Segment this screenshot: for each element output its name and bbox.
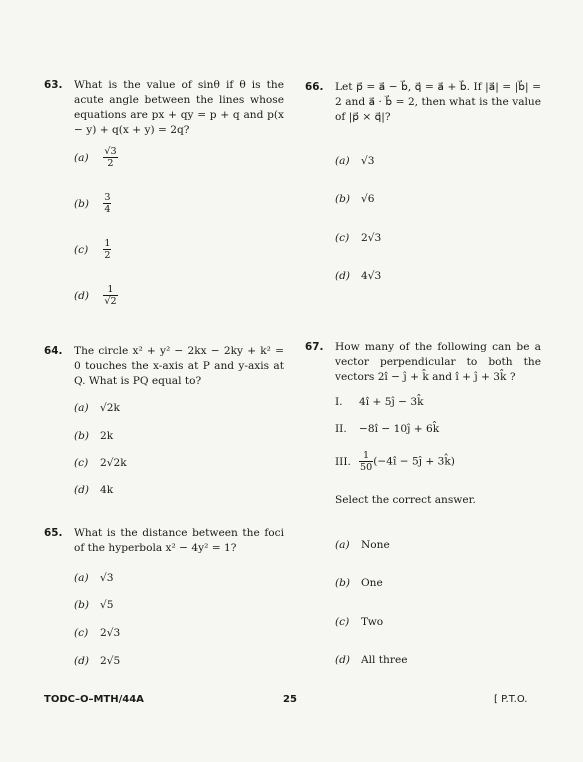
fraction: $\frac{1}{50}$ [360, 450, 373, 473]
option-66-d[interactable]: (d) 4√3 [335, 270, 382, 282]
question-stem: What is the distance between the foci of the hyperbola x² − 4y² = 1? [74, 527, 284, 554]
page-number: 25 [283, 694, 297, 705]
question-66 [305, 80, 541, 125]
fraction: $\frac{3}{4}$ [104, 192, 111, 215]
option-66-c[interactable]: (c) 2√3 [335, 232, 382, 244]
question-65 [44, 526, 284, 556]
fraction: $\frac{1}{2}$ [104, 238, 111, 261]
option-65-c[interactable]: (c) 2√3 [74, 627, 121, 639]
statement-iii: III. $\frac{1}{50}$ (−4î − 5ĵ + 3k̂) [335, 450, 455, 473]
statement-ii: II. −8î − 10ĵ + 6k̂ [335, 423, 440, 435]
option-64-b[interactable]: (b) 2k [74, 430, 114, 442]
question-stem: What is the value of sinθ if θ is the acute angle between the lines whose equations are px + qy = p + q and p(x − y) + q(x + y) = 2q? [74, 79, 284, 136]
option-63-a[interactable]: (a) $\frac{√3}{2}$ [74, 146, 117, 169]
paper-code: TODC–O–MTH/44A [44, 694, 144, 705]
option-66-b[interactable]: (b) √6 [335, 193, 375, 205]
statement-i: I. 4î + 5ĵ − 3k̂ [335, 396, 424, 408]
question-number: 66. [305, 81, 324, 93]
option-65-b[interactable]: (b) √5 [74, 599, 114, 611]
option-67-b[interactable]: (b) One [335, 577, 383, 589]
question-number: 65. [44, 527, 63, 539]
option-67-a[interactable]: (a) None [335, 539, 390, 551]
question-stem: How many of the following can be a vector perpendicular to both the vectors 2î − ĵ + k̂ and î + ĵ + 3k̂ ? [335, 341, 541, 383]
fraction: $\frac{1}{√2}$ [104, 284, 117, 307]
option-63-b[interactable]: (b) $\frac{3}{4}$ [74, 192, 111, 215]
option-64-d[interactable]: (d) 4k [74, 484, 114, 496]
option-63-c[interactable]: (c) $\frac{1}{2}$ [74, 238, 111, 261]
option-67-c[interactable]: (c) Two [335, 616, 384, 628]
question-number: 67. [305, 341, 324, 353]
question-stem: Let p⃗ = a⃗ − b⃗, q⃗ = a⃗ + b⃗. If |a⃗| = |b⃗| = 2 and a⃗ · b⃗ = 2, then what is the value of |p⃗ × q⃗|? [335, 81, 541, 123]
instruction: Select the correct answer. [335, 494, 476, 506]
option-67-d[interactable]: (d) All three [335, 654, 408, 666]
question-number: 64. [44, 345, 63, 357]
question-64 [44, 344, 284, 389]
option-65-d[interactable]: (d) 2√5 [74, 655, 121, 667]
question-number: 63. [44, 79, 63, 91]
fraction: $\frac{√3}{2}$ [104, 146, 117, 169]
option-64-c[interactable]: (c) 2√2k [74, 457, 127, 469]
question-67 [305, 340, 541, 385]
option-63-d[interactable]: (d) $\frac{1}{√2}$ [74, 284, 117, 307]
option-64-a[interactable]: (a) √2k [74, 402, 120, 414]
question-63 [44, 78, 284, 138]
question-stem: The circle x² + y² − 2kx − 2ky + k² = 0 touches the x-axis at P and y-axis at Q. What is PQ equal to? [74, 345, 284, 387]
option-65-a[interactable]: (a) √3 [74, 572, 114, 584]
option-66-a[interactable]: (a) √3 [335, 155, 375, 167]
pto-label: [ P.T.O. [494, 694, 528, 705]
